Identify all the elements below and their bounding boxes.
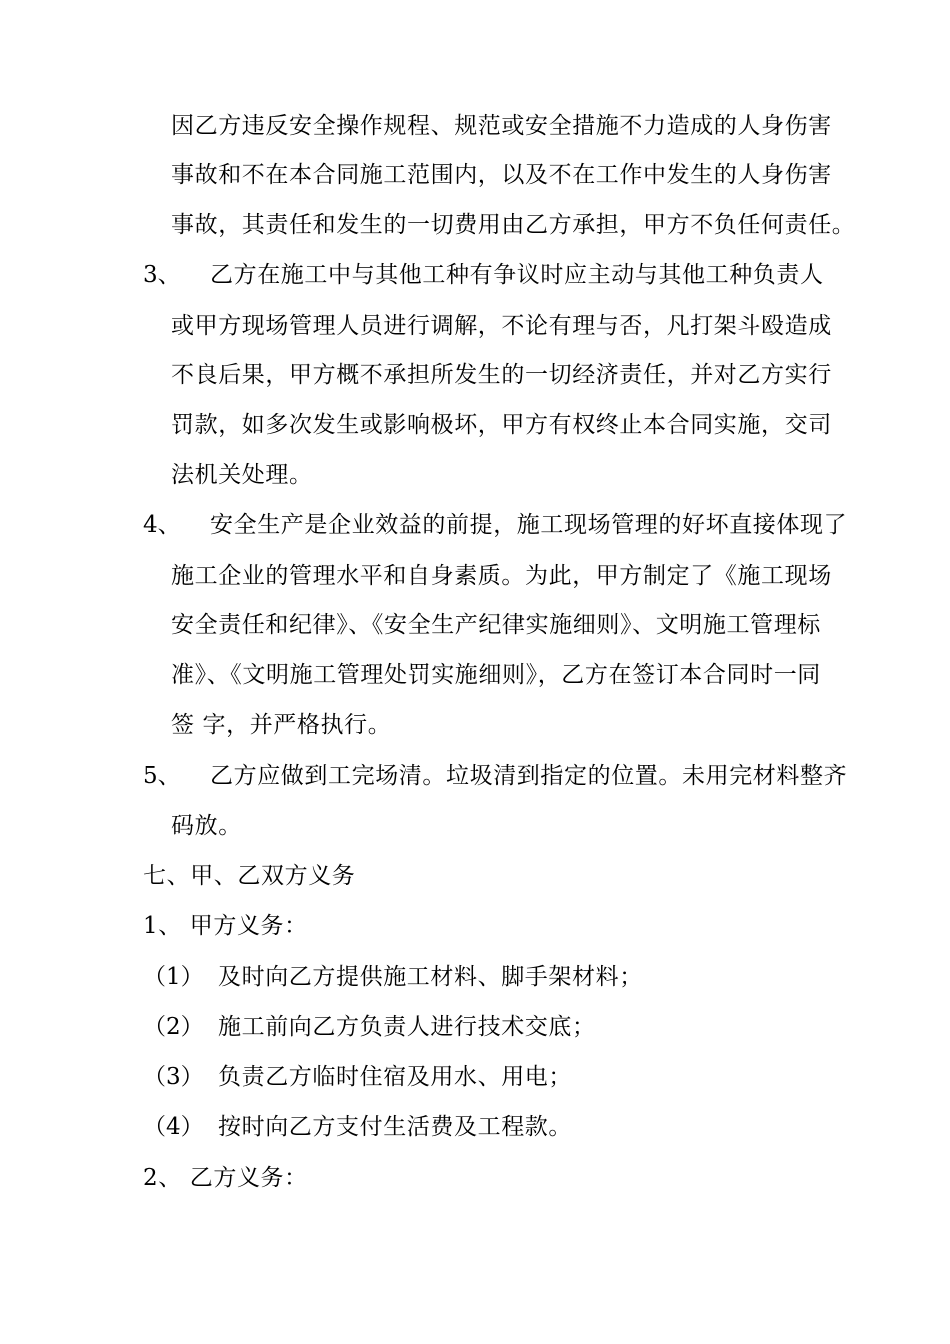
list-item-text: 按时向乙方支付生活费及工程款。 — [218, 1114, 572, 1140]
list-item-number: （2） — [143, 1014, 204, 1040]
subsection-heading: 1、 甲方义务： — [143, 913, 308, 939]
paragraph-line: 不良后果，甲方概不承担所发生的一切经济责任，并对乙方实行 — [171, 362, 832, 388]
item-number: 3、 — [143, 262, 181, 288]
list-item-text: 及时向乙方提供施工材料、脚手架材料； — [218, 964, 643, 990]
subsection-heading: 2、 乙方义务： — [143, 1165, 308, 1191]
list-item-number: （1） — [143, 964, 204, 990]
list-item-text: 负责乙方临时住宿及用水、用电； — [218, 1064, 572, 1090]
section-heading: 七、甲、乙双方义务 — [143, 863, 356, 889]
paragraph-line: 或甲方现场管理人员进行调解，不论有理与否，凡打架斗殴造成 — [171, 313, 832, 339]
paragraph-line: 事故和不在本合同施工范围内，以及不在工作中发生的人身伤害 — [171, 162, 832, 188]
item-number: 5、 — [143, 763, 181, 789]
paragraph-line: 码放。 — [171, 813, 242, 839]
paragraph-line: 乙方应做到工完场清。垃圾清到指定的位置。未用完材料整齐 — [210, 763, 848, 789]
paragraph-line: 签 字，并严格执行。 — [171, 712, 392, 738]
paragraph-line: 乙方在施工中与其他工种有争议时应主动与其他工种负责人 — [210, 262, 824, 288]
item-number: 4、 — [143, 512, 181, 538]
paragraph-line: 安全生产是企业效益的前提，施工现场管理的好坏直接体现了 — [210, 512, 848, 538]
paragraph-line: 法机关处理。 — [171, 462, 313, 488]
list-item-text: 施工前向乙方负责人进行技术交底； — [218, 1014, 596, 1040]
paragraph-line: 安全责任和纪律》、《安全生产纪律实施细则》、文明施工管理标 — [171, 612, 821, 638]
paragraph-line: 施工企业的管理水平和自身素质。为此，甲方制定了《施工现场 — [171, 563, 832, 589]
list-item-number: （4） — [143, 1114, 204, 1140]
paragraph-line: 事故，其责任和发生的一切费用由乙方承担，甲方不负任何责任。 — [171, 212, 856, 238]
paragraph-line: 准》、《文明施工管理处罚实施细则》，乙方在签订本合同时一同 — [171, 662, 821, 688]
paragraph-line: 罚款，如多次发生或影响极坏，甲方有权终止本合同实施，交司 — [171, 412, 832, 438]
paragraph-line: 因乙方违反安全操作规程、规范或安全措施不力造成的人身伤害 — [171, 113, 832, 139]
list-item-number: （3） — [143, 1064, 204, 1090]
